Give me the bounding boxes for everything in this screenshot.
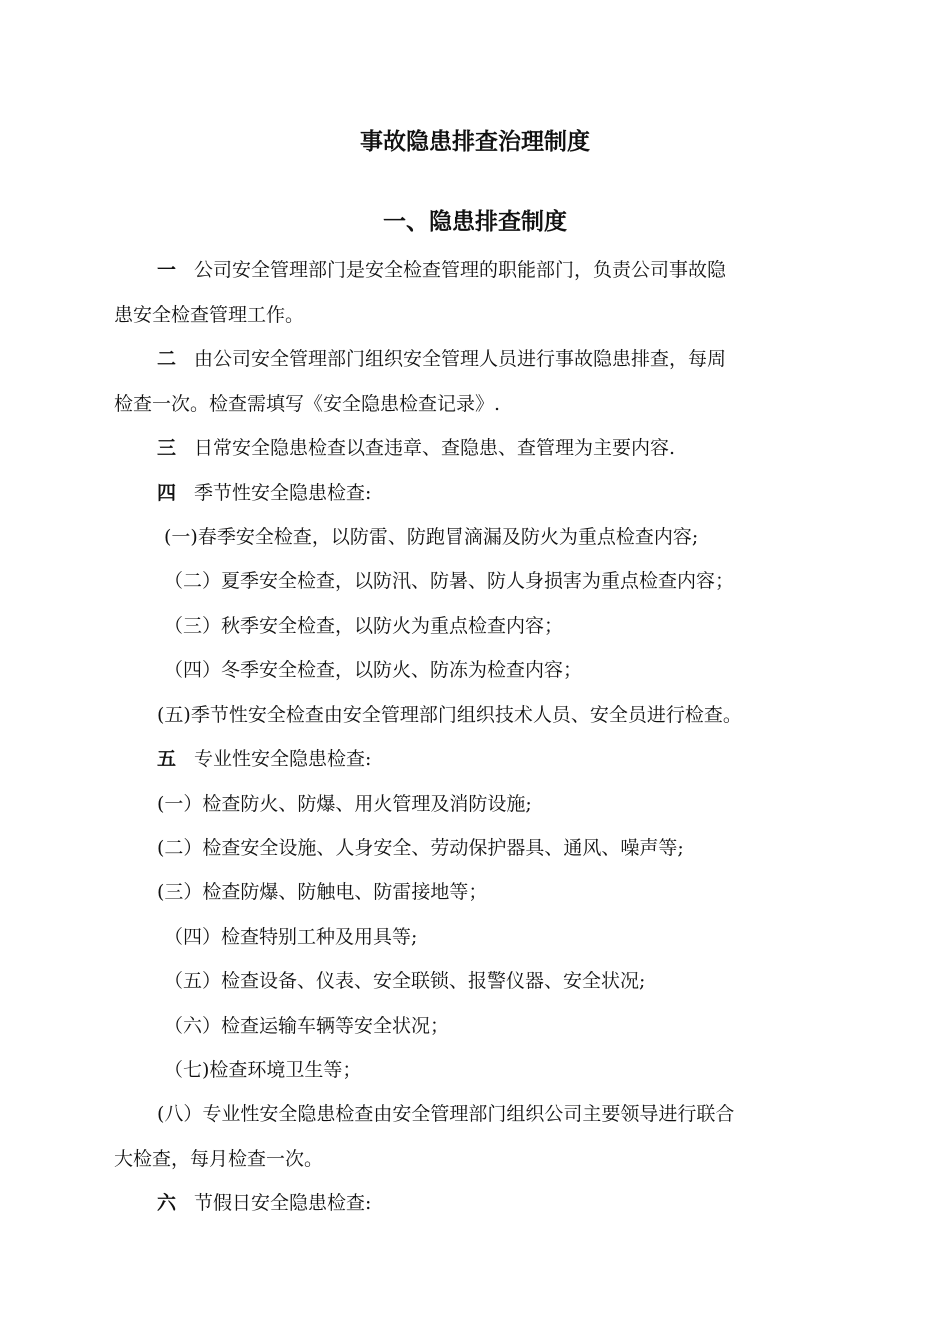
- document-title: 事故隐患排查治理制度: [360, 129, 590, 155]
- item-number: 五: [157, 748, 177, 770]
- professional-item-8-line-2: [114, 1145, 323, 1173]
- list-item-text: 大检查，每月检查一次。: [114, 1148, 324, 1170]
- seasonal-item-3: [164, 612, 563, 640]
- paragraph-text: 检查一次。检查需填写《安全隐患检查记录》.: [114, 393, 501, 415]
- seasonal-item-5: [157, 701, 742, 729]
- professional-item-5: [164, 967, 645, 995]
- professional-item-8-line-1: [157, 1100, 734, 1128]
- list-item-text: （七)检查环境卫生等；: [164, 1059, 362, 1081]
- list-item-text: （二）夏季安全检查，以防汛、防暑、防人身损害为重点检查内容；: [164, 570, 735, 592]
- list-item-text: （三）秋季安全检查，以防火为重点检查内容；: [164, 615, 564, 637]
- paragraph-text: 节假日安全隐患检查:: [194, 1192, 372, 1214]
- paragraph-text: 季节性安全隐患检查:: [194, 482, 372, 504]
- list-item-text: (五)季节性安全检查由安全管理部门组织技术人员、安全员进行检查。: [157, 704, 742, 726]
- paragraph-text: 公司安全管理部门是安全检查管理的职能部门，负责公司事故隐: [194, 259, 727, 281]
- list-item-text: (八）专业性安全隐患检查由安全管理部门组织公司主要领导进行联合: [157, 1103, 735, 1125]
- paragraph-text: 由公司安全管理部门组织安全管理人员进行事故隐患排查，每周: [194, 348, 727, 370]
- seasonal-item-4: [164, 656, 582, 684]
- list-item-text: （六）检查运输车辆等安全状况；: [164, 1015, 450, 1037]
- professional-item-1: [157, 790, 532, 818]
- list-item-text: (二）检查安全设施、人身安全、劳动保护器具、通风、噪声等;: [157, 837, 684, 859]
- professional-item-6: [164, 1012, 449, 1040]
- paragraph-5-heading: [157, 745, 371, 773]
- paragraph-2-line-1: [157, 345, 726, 373]
- paragraph-text: 日常安全隐患检查以查违章、查隐患、查管理为主要内容.: [194, 437, 676, 459]
- paragraph-1-line-2: [114, 301, 304, 329]
- list-item-text: (一）检查防火、防爆、用火管理及消防设施;: [157, 793, 532, 815]
- section-title: 一、隐患排查制度: [383, 209, 567, 235]
- list-item-text: （五）检查设备、仪表、安全联锁、报警仪器、安全状况;: [164, 970, 646, 992]
- item-number: 一: [157, 259, 177, 281]
- paragraph-6-heading: [157, 1189, 371, 1217]
- item-number: 二: [157, 348, 177, 370]
- item-number: 四: [157, 482, 177, 504]
- paragraph-1-line-1: [157, 256, 726, 284]
- paragraph-2-line-2: [114, 390, 500, 418]
- paragraph-4-heading: [157, 479, 371, 507]
- paragraph-3: [157, 434, 675, 462]
- list-item-text: (一)春季安全检查，以防雷、防跑冒滴漏及防火为重点检查内容;: [164, 526, 699, 548]
- paragraph-text: 专业性安全隐患检查:: [194, 748, 372, 770]
- list-item-text: （四）冬季安全检查，以防火、防冻为检查内容；: [164, 659, 583, 681]
- item-number: 三: [157, 437, 177, 459]
- professional-item-3: [157, 878, 487, 906]
- professional-item-2: [157, 834, 684, 862]
- seasonal-item-1: [164, 523, 698, 551]
- paragraph-text: 患安全检查管理工作。: [114, 304, 305, 326]
- professional-item-7: [164, 1056, 361, 1084]
- item-number: 六: [157, 1192, 177, 1214]
- seasonal-item-2: [164, 567, 734, 595]
- professional-item-4: [164, 923, 417, 951]
- list-item-text: (三）检查防爆、防触电、防雷接地等；: [157, 881, 488, 903]
- list-item-text: （四）检查特别工种及用具等;: [164, 926, 418, 948]
